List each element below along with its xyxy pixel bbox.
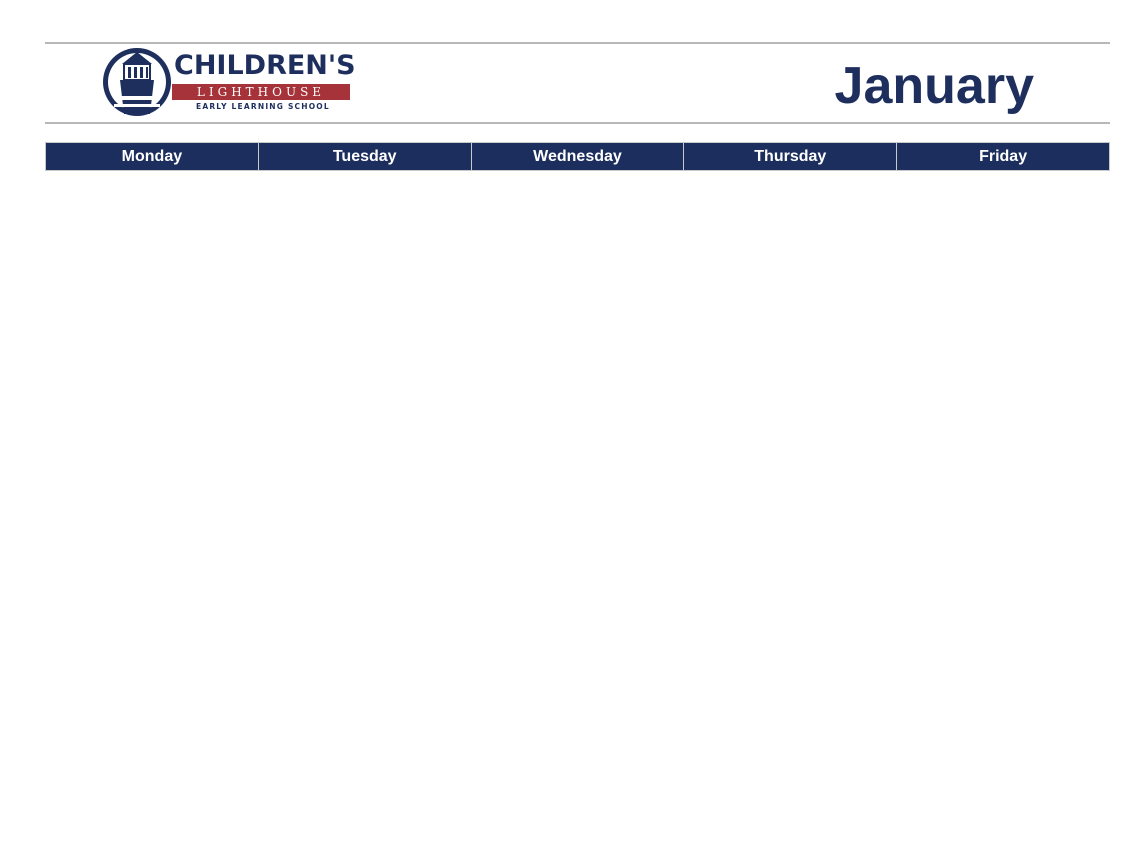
day-header-friday: Friday [897,143,1110,171]
day-header-thursday: Thursday [684,143,897,171]
day-header-tuesday: Tuesday [258,143,471,171]
day-header-row [46,143,1110,171]
top-rule [45,42,1110,44]
brand-tagline: EARLY LEARNING SCHOOL [196,102,330,111]
brand-name: CHILDREN'S [174,50,356,81]
day-header-monday: Monday [46,143,259,171]
menu-calendar [45,142,1110,828]
month-title: January [834,57,1034,115]
brand-subname: LIGHTHOUSE [172,84,350,100]
header-rule [45,122,1110,124]
day-header-wednesday: Wednesday [471,143,684,171]
